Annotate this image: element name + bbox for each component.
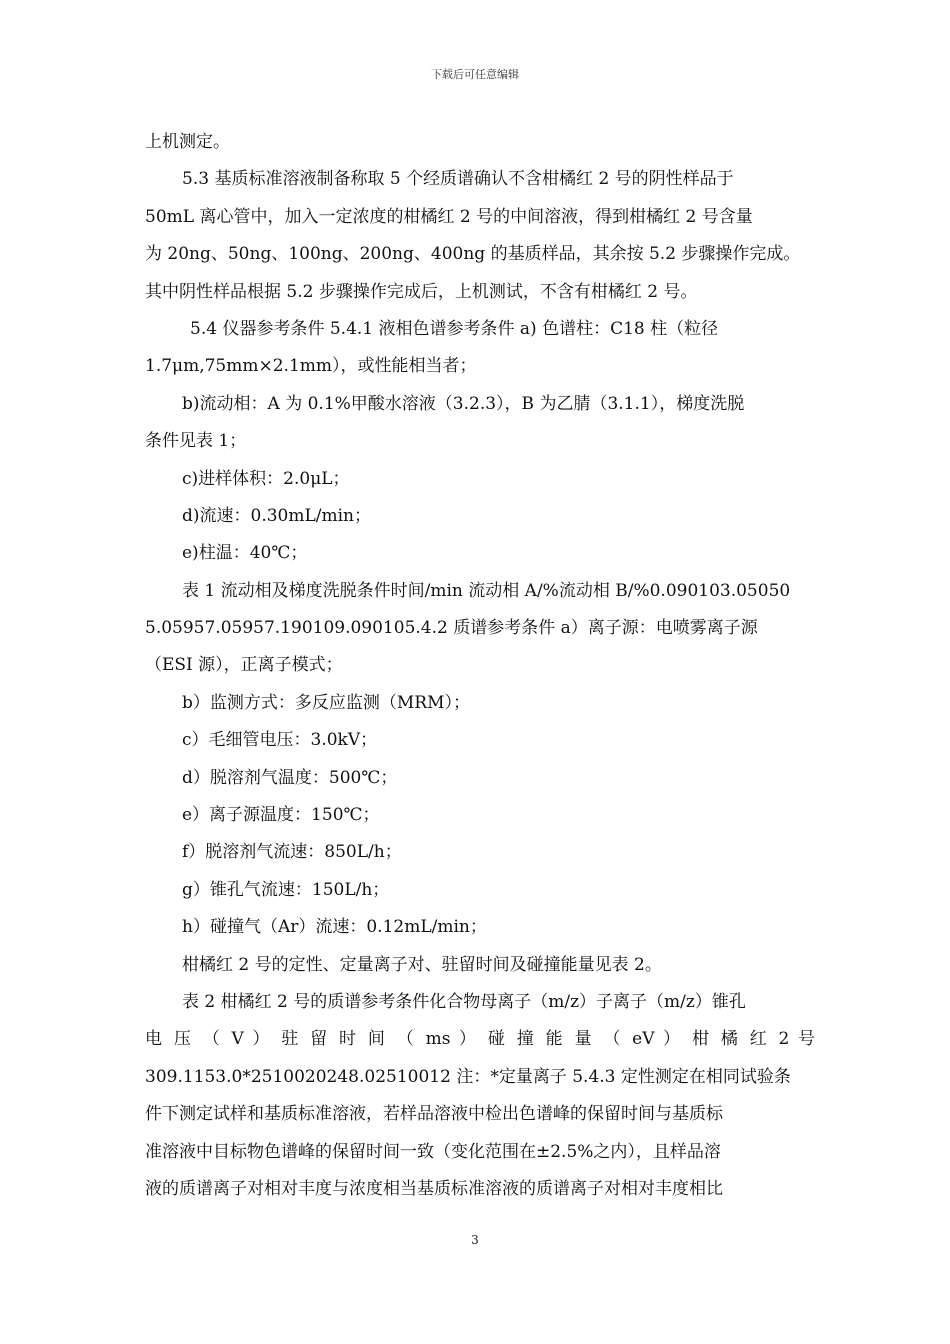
text-line: 50mL 离心管中，加入一定浓度的柑橘红 2 号的中间溶液，得到柑橘红 2 号含量 bbox=[145, 206, 753, 227]
text-line: 液的质谱离子对相对丰度与浓度相当基质标准溶液的质谱离子对相对丰度相比 bbox=[145, 1178, 723, 1199]
text-line: （ESI 源），正离子模式； bbox=[145, 655, 343, 676]
text-line: 柑橘红 2 号的定性、定量离子对、驻留时间及碰撞能量见表 2。 bbox=[182, 954, 662, 975]
text-line: e）离子源温度：150℃； bbox=[182, 805, 380, 826]
text-line: c）毛细管电压：3.0kV； bbox=[182, 730, 378, 751]
text-line: 5.05957.05957.190109.090105.4.2 质谱参考条件 a）离子源：电喷雾离子源 bbox=[145, 618, 758, 639]
text-line: 电 压 （ V ） 驻 留 时 间 （ ms ） 碰 撞 能 量 （ eV ） 柑 橘 红 2 号 bbox=[145, 1029, 815, 1050]
text-line: 准溶液中目标物色谱峰的保留时间一致（变化范围在±2.5%之内），且样品溶 bbox=[145, 1141, 721, 1162]
text-line: h）碰撞气（Ar）流速：0.12mL/min； bbox=[182, 917, 487, 938]
text-line: 1.7μm,75mm×2.1mm），或性能相当者； bbox=[145, 356, 477, 377]
text-line: c)进样体积：2.0μL； bbox=[182, 468, 350, 489]
text-line: e)柱温：40℃； bbox=[182, 543, 308, 564]
text-line: d)流速：0.30mL/min； bbox=[182, 505, 372, 526]
text-line: 5.4 仪器参考条件 5.4.1 液相色谱参考条件 a) 色谱柱：C18 柱（粒径 bbox=[190, 318, 719, 339]
text-line: 其中阴性样品根据 5.2 步骤操作完成后，上机测试，不含有柑橘红 2 号。 bbox=[145, 281, 698, 302]
text-line: f）脱溶剂气流速：850L/h； bbox=[182, 842, 402, 863]
text-line: b）监测方式：多反应监测（MRM）； bbox=[182, 692, 470, 713]
text-line: 5.3 基质标准溶液制备称取 5 个经质谱确认不含柑橘红 2 号的阴性样品于 bbox=[182, 169, 734, 190]
text-line: 件下测定试样和基质标准溶液，若样品溶液中检出色谱峰的保留时间与基质标 bbox=[145, 1104, 723, 1125]
text-line: 条件见表 1； bbox=[145, 431, 247, 452]
text-line: 表 2 柑橘红 2 号的质谱参考条件化合物母离子（m/z）子离子（m/z）锥孔 bbox=[182, 991, 746, 1012]
text-line: g）锥孔气流速：150L/h； bbox=[182, 879, 390, 900]
text-line: 309.1153.0*2510020248.02510012 注：*定量离子 5.4.3 定性测定在相同试验条 bbox=[145, 1066, 791, 1087]
text-line: b)流动相：A 为 0.1%甲酸水溶液（3.2.3），B 为乙腈（3.1.1），梯度洗脱 bbox=[182, 393, 745, 414]
text-line: 上机测定。 bbox=[145, 132, 230, 152]
document-body bbox=[145, 124, 815, 1208]
page-header: 下载后可任意编辑 bbox=[431, 68, 519, 81]
text-line: d）脱溶剂气温度：500℃； bbox=[182, 767, 398, 788]
text-line: 表 1 流动相及梯度洗脱条件时间/min 流动相 A/%流动相 B/%0.090103.05050 bbox=[182, 580, 791, 601]
page-number: 3 bbox=[471, 1233, 479, 1247]
text-line: 为 20ng、50ng、100ng、200ng、400ng 的基质样品，其余按 5.2 步骤操作完成。 bbox=[145, 244, 801, 265]
